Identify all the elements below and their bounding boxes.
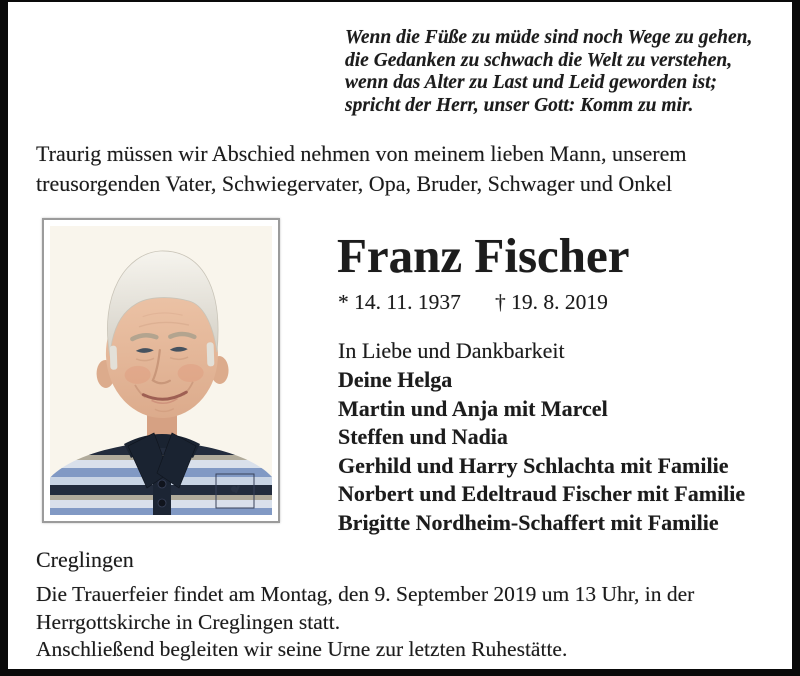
- mourner-line-2: Martin und Anja mit Marcel: [338, 395, 608, 421]
- intro-line-1: Traurig müssen wir Abschied nehmen von meinem lieben Mann, unserem: [36, 141, 687, 166]
- portrait-photo: [50, 226, 272, 515]
- scan-edge-right: [792, 0, 800, 676]
- memorial-verse: [345, 27, 752, 117]
- mourner-line-3: Steffen und Nadia: [338, 424, 508, 450]
- funeral-line-1: Die Trauerfeier findet am Montag, den 9. September 2019 um 13 Uhr, in der: [36, 582, 695, 606]
- intro-line-2: treusorgenden Vater, Schwiegervater, Opa, Bruder, Schwager und Onkel: [36, 171, 673, 196]
- verse-line-2: die Gedanken zu schwach die Welt zu verstehen,: [345, 49, 733, 71]
- verse-line-1: Wenn die Füße zu müde sind noch Wege zu gehen,: [345, 27, 753, 48]
- birth-date: * 14. 11. 1937: [338, 290, 461, 314]
- mourners-list: [338, 366, 745, 538]
- scan-edge-bottom: [0, 669, 800, 676]
- scan-edge-left: [0, 0, 8, 676]
- intro-text: [36, 139, 687, 199]
- funeral-line-2: Herrgottskirche in Creglingen statt.: [36, 609, 341, 634]
- verse-line-3: wenn das Alter zu Last und Leid geworden ist;: [345, 72, 717, 93]
- city-name: Creglingen: [36, 547, 134, 572]
- verse-line-4: spricht der Herr, unser Gott: Komm zu mir.: [345, 94, 694, 116]
- mourner-line-1: Deine Helga: [338, 367, 453, 392]
- deceased-name: Franz Fischer: [337, 228, 630, 283]
- life-dates: [338, 290, 608, 315]
- mourner-line-4: Gerhild und Harry Schlachta mit Familie: [338, 452, 729, 478]
- mourner-line-6: Brigitte Nordheim-Schaffert mit Familie: [338, 509, 719, 535]
- portrait-photo-frame: [42, 218, 280, 523]
- funeral-line-3: Anschließend begleiten wir seine Urne zur letzten Ruhestätte.: [36, 637, 568, 661]
- scan-edge-top: [0, 0, 800, 2]
- closing-heading: In Liebe und Dankbarkeit: [338, 338, 565, 363]
- death-date: † 19. 8. 2019: [495, 290, 608, 314]
- mourner-line-5: Norbert und Edeltraud Fischer mit Familie: [338, 481, 746, 507]
- funeral-info: [36, 581, 694, 664]
